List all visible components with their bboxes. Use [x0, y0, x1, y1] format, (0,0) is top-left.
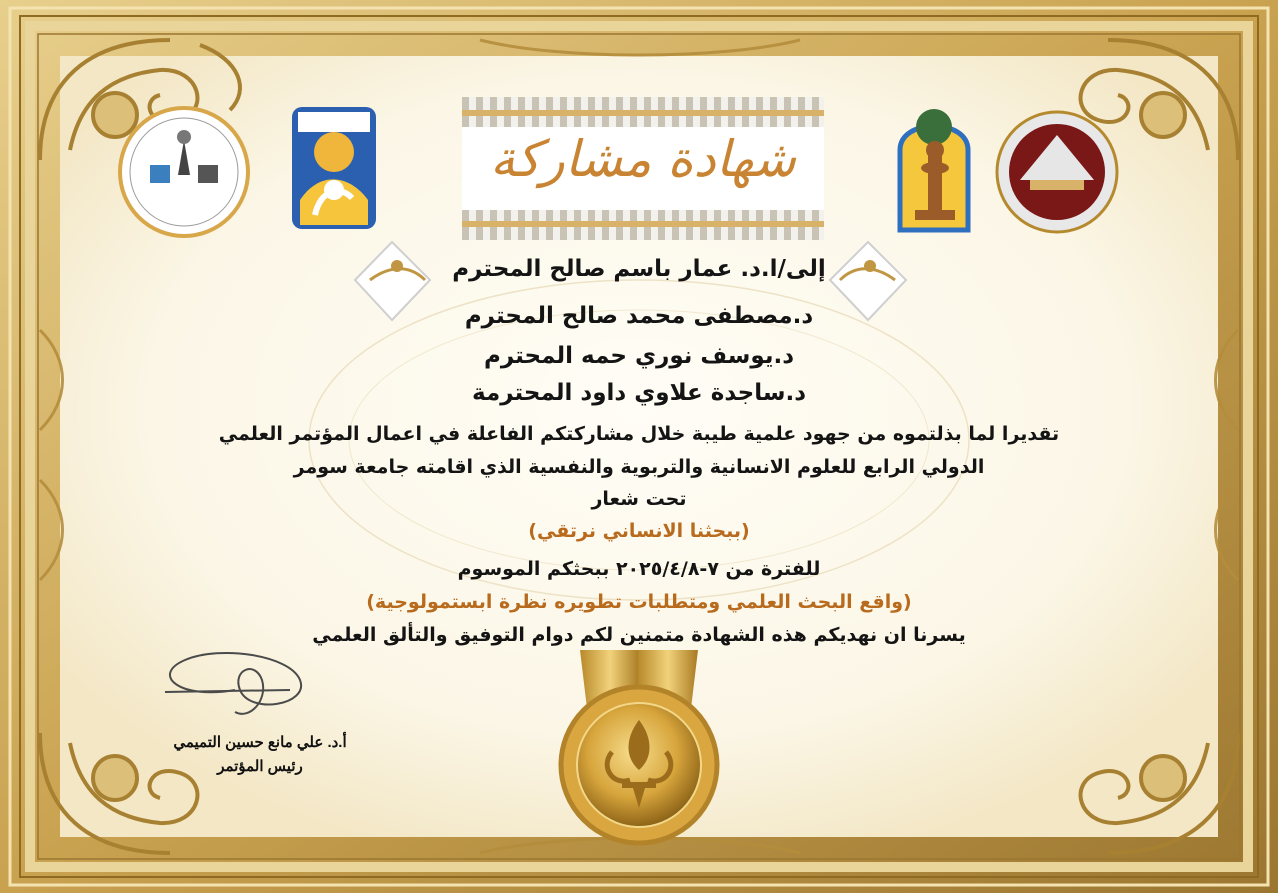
- conference-logo: [120, 108, 248, 236]
- certificate-title: شهادة مشاركة: [490, 130, 796, 188]
- recipient-1: إلى/ا.د. عمار باسم صالح المحترم: [452, 256, 826, 282]
- paper-title: (واقع البحث العلمي ومتطلبات تطويره نظرة ابستمولوجية): [366, 591, 912, 613]
- gold-medal: [561, 650, 717, 843]
- period-line: للفترة من ٧-٢٠٢٥/٤/٨ ببحثكم الموسوم: [457, 558, 821, 580]
- recipient-3: د.يوسف نوري حمه المحترم: [483, 343, 795, 369]
- body-line-1: تقديرا لما بذلتموه من جهود علمية طيبة خلال مشاركتكم الفاعلة في اعمال المؤتمر العلمي: [218, 423, 1060, 445]
- recipient-4: د.ساجدة علاوي داود المحترمة: [472, 380, 806, 406]
- recipient-2: د.مصطفى محمد صالح المحترم: [464, 303, 814, 329]
- signer-role: رئيس المؤتمر: [217, 758, 303, 775]
- slogan: (ببحثنا الانساني نرتقي): [528, 520, 750, 542]
- ministry-logo: [997, 112, 1117, 232]
- university-logo: [292, 107, 376, 229]
- signer-name: أ.د. علي مانع حسين التميمي: [173, 734, 347, 751]
- body-line-3: تحت شعار: [591, 488, 687, 510]
- body-line-2: الدولي الرابع للعلوم الانسانية والتربوية والنفسية الذي اقامته جامعة سومر: [293, 456, 985, 478]
- closing-line: يسرنا ان نهديكم هذه الشهادة متمنين لكم دوام التوفيق والتألق العلمي: [312, 624, 966, 646]
